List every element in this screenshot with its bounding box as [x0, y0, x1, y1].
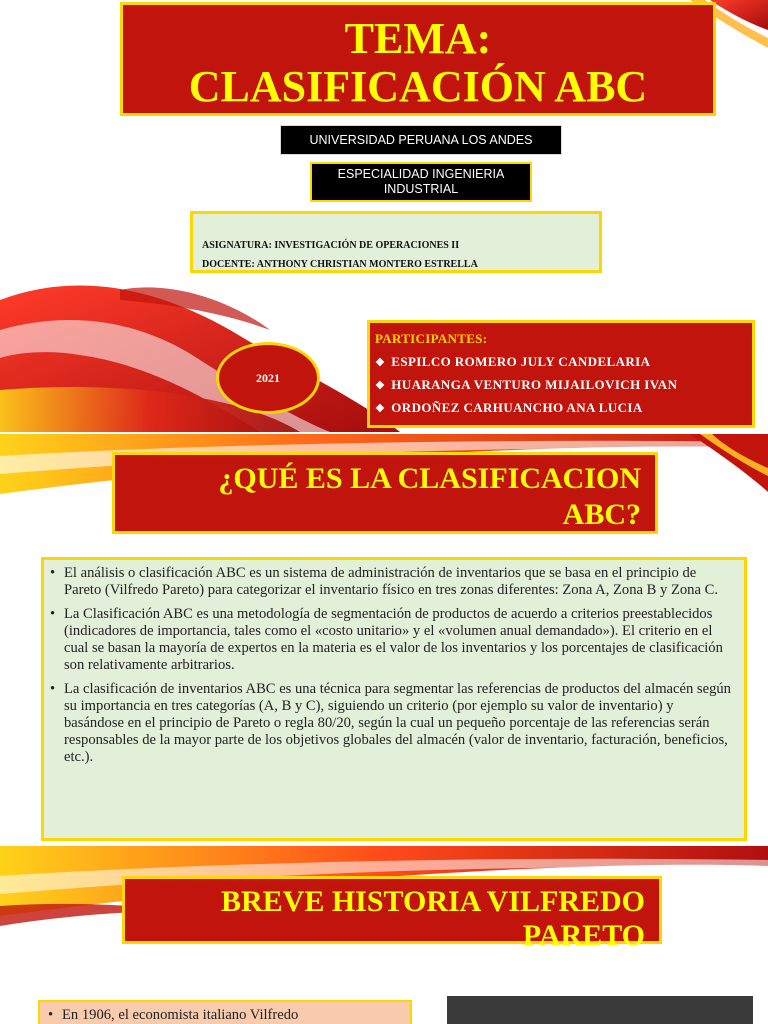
specialty-label — [310, 162, 532, 202]
section-title — [112, 452, 658, 534]
participant-name: HUARANGA VENTURO MIJAILOVICH IVAN — [391, 377, 678, 392]
participant-name: ORDOÑEZ CARHUANCHO ANA LUCIA — [391, 400, 643, 415]
title-line-1: TEMA: — [344, 14, 492, 63]
diamond-bullet-icon: ❖ — [375, 403, 386, 415]
course-info-box — [190, 211, 602, 273]
title-line-2: CLASIFICACIÓN ABC — [188, 62, 648, 111]
presentation-title — [120, 2, 716, 116]
diamond-bullet-icon: ❖ — [375, 357, 386, 369]
participant-item — [375, 400, 752, 416]
slide-title — [0, 0, 768, 432]
participants-box — [367, 320, 755, 428]
section-title — [122, 876, 662, 952]
participants-heading: PARTICIPANTES: — [375, 331, 488, 346]
specialty-line-2: INDUSTRIAL — [383, 182, 459, 196]
specialty-line-1: ESPECIALIDAD INGENIERIA — [337, 167, 505, 181]
bullet-paragraph: • La Clasificación ABC es una metodología de segmentación de productos de acuerdo a criterios preestablecidos (indicadores de importancia, tales como el «costo unitario» y el «volumen anual demandado»). El criterio en el cual se basan la mayoría de expertos en la materia es el valor de los inventarios y los porcentajes de clasificación son relativamente arbitrarios. — [64, 606, 734, 674]
participant-name: ESPILCO ROMERO JULY CANDELARIA — [391, 354, 651, 369]
slide-pareto-history — [0, 846, 768, 1024]
history-panel: • En 1906, el economista italiano Vilfredo — [38, 1000, 412, 1024]
title-line-1: BREVE HISTORIA VILFREDO — [220, 885, 645, 918]
year-badge: 2021 — [216, 342, 320, 414]
definition-panel — [41, 557, 747, 841]
subject-text: ASIGNATURA: INVESTIGACIÓN DE OPERACIONES II — [202, 240, 460, 251]
bullet-paragraph: • La clasificación de inventarios ABC es una técnica para segmentar las referencias de productos del almacén según su importancia en tres categorías (A, B y C), siguiendo un criterio (por ejemplo su valor de inventario) y basándose en el principio de Pareto o regla 80/20, según la cual un pequeño porcentaje de las referencias serán responsables de la mayor parte de los objetivos globales del almacén (valor de inventario, facturación, beneficios, etc.). — [64, 681, 734, 766]
slide-what-is-abc — [0, 434, 768, 844]
participant-item — [375, 354, 752, 370]
teacher-text: DOCENTE: ANTHONY CHRISTIAN MONTERO ESTRELLA — [202, 259, 478, 270]
title-line-1: ¿QUÉ ES LA CLASIFICACION — [218, 462, 641, 495]
title-line-2: ABC? — [562, 498, 641, 531]
title-line-2: PARETO — [522, 919, 645, 952]
participant-item — [375, 377, 752, 393]
bullet-paragraph: • El análisis o clasificación ABC es un sistema de administración de inventarios que se basa en el principio de Pareto (Vilfredo Pareto) para categorizar el inventario físico en tres zonas diferentes: Zona A, Zona B y Zona C. — [64, 565, 734, 599]
university-label: UNIVERSIDAD PERUANA LOS ANDES — [280, 125, 562, 155]
diamond-bullet-icon: ❖ — [375, 380, 386, 392]
pareto-portrait-image — [447, 996, 753, 1024]
